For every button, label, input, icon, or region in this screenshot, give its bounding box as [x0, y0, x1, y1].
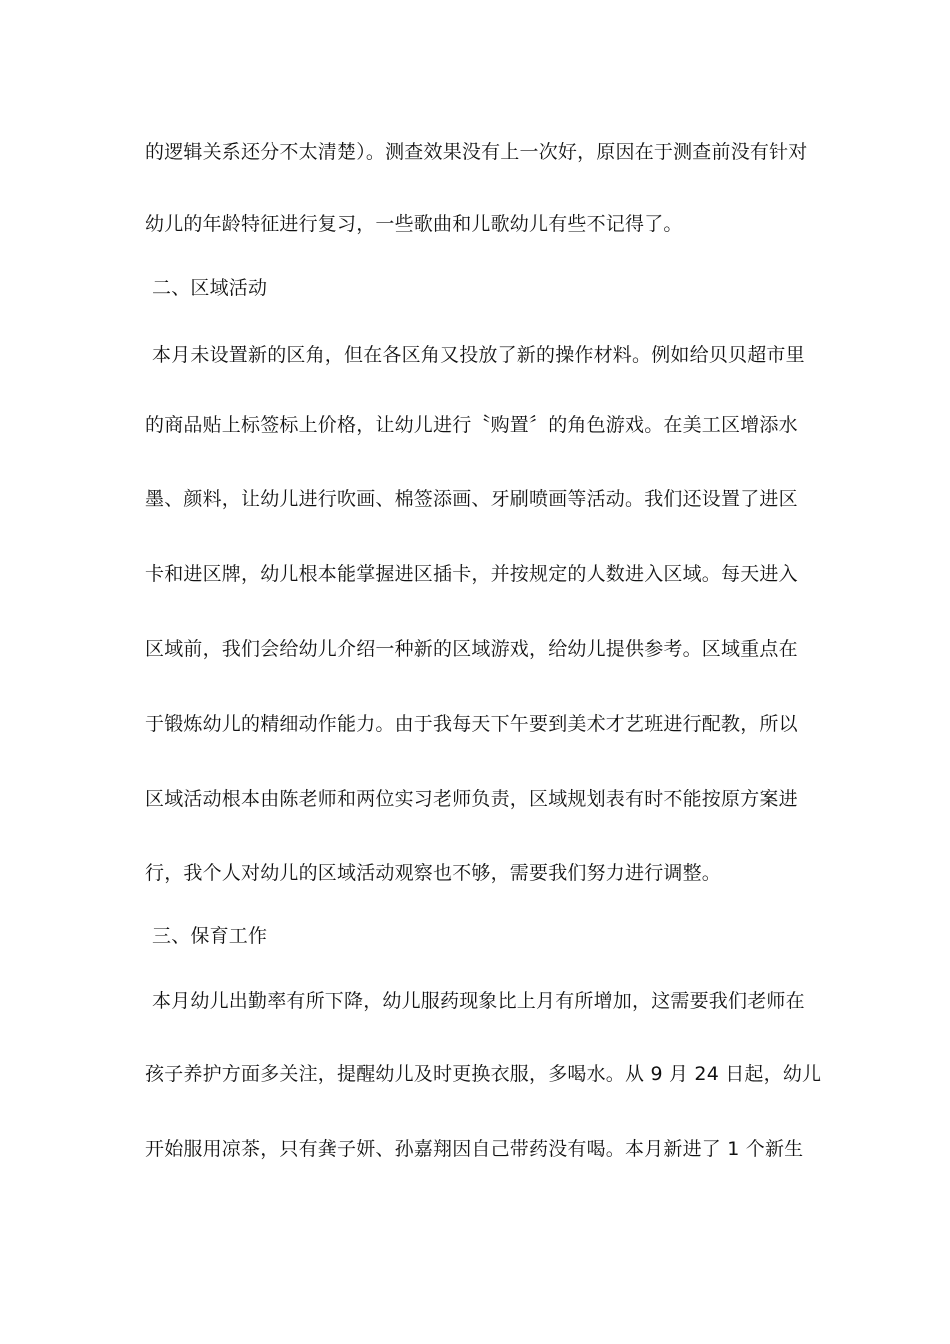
paragraph-line: 的逻辑关系还分不太清楚）。测查效果没有上一次好，原因在于测查前没有针对	[145, 141, 808, 163]
paragraph-line: 孩子养护方面多关注，提醒幼儿及时更换衣服，多喝水。从 9 月 24 日起，幼儿	[145, 1063, 822, 1085]
paragraph-line: 本月幼儿出勤率有所下降，幼儿服药现象比上月有所增加，这需要我们老师在	[152, 990, 805, 1012]
paragraph-line: 区域前，我们会给幼儿介绍一种新的区域游戏，给幼儿提供参考。区域重点在	[145, 638, 798, 660]
paragraph-line: 卡和进区牌，幼儿根本能掌握进区插卡，并按规定的人数进入区域。每天进入	[145, 563, 798, 585]
paragraph-line: 开始服用凉茶，只有龚子妍、孙嘉翔因自己带药没有喝。本月新进了 1 个新生	[145, 1138, 804, 1160]
paragraph-line: 墨、颜料，让幼儿进行吹画、棉签添画、牙刷喷画等活动。我们还设置了进区	[145, 488, 798, 510]
section-heading-regional-activities: 二、区域活动	[152, 277, 268, 299]
paragraph-line: 的商品贴上标签标上价格，让幼儿进行〝购置〞的角色游戏。在美工区增添水	[145, 414, 798, 436]
section-heading-care-work: 三、保育工作	[152, 925, 268, 947]
paragraph-line: 幼儿的年龄特征进行复习，一些歌曲和儿歌幼儿有些不记得了。	[145, 213, 683, 235]
paragraph-line: 区域活动根本由陈老师和两位实习老师负责，区域规划表有时不能按原方案进	[145, 788, 798, 810]
paragraph-line: 本月未设置新的区角，但在各区角又投放了新的操作材料。例如给贝贝超市里	[152, 344, 805, 366]
paragraph-line: 行，我个人对幼儿的区域活动观察也不够，需要我们努力进行调整。	[145, 862, 722, 884]
paragraph-line: 于锻炼幼儿的精细动作能力。由于我每天下午要到美术才艺班进行配教，所以	[145, 713, 798, 735]
